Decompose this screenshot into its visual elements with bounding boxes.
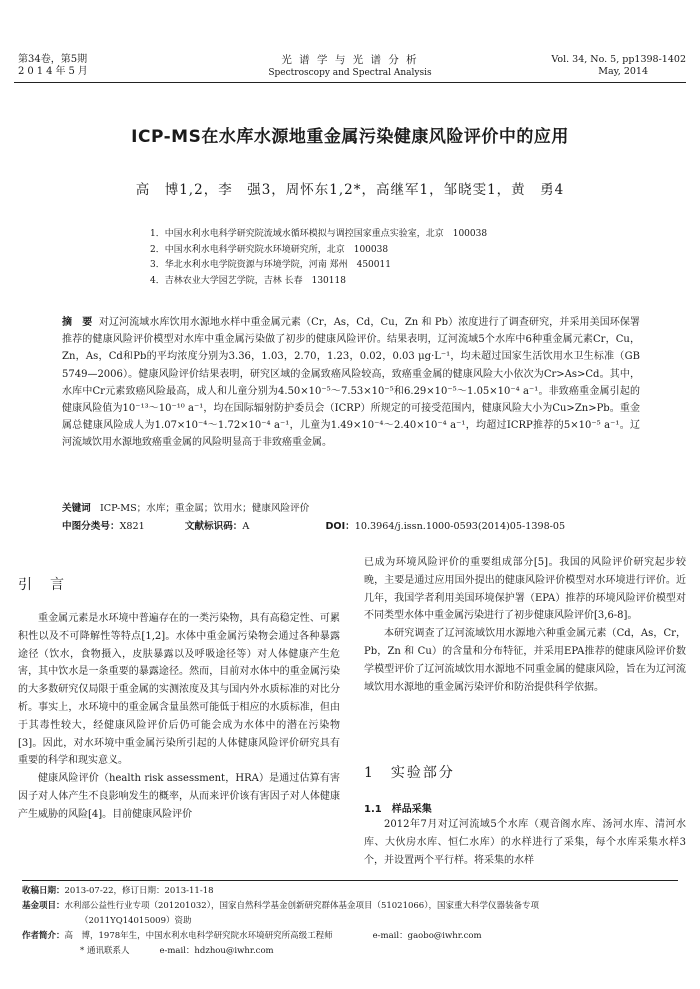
- header-rule: [14, 82, 686, 83]
- intro-paragraph-4: 本研究调查了辽河流域饮用水源地六种重金属元素（Cd，As，Cr，Pb，Zn 和 Cu）的含量和分布特征，并采用EPA推荐的健康风险评价数学模型评价了辽河流域饮用水源地不同重金属的健康风险，旨在为辽河流域饮用水源地的重金属污染评价和防治提供科学依据。: [364, 628, 686, 693]
- abstract-label: 摘 要: [62, 317, 93, 328]
- author-bio: 高 博，1978年生，中国水利水电科学研究院水环境研究所高级工程师: [64, 931, 333, 941]
- received-label: 收稿日期：: [22, 886, 65, 896]
- affiliation-3: 3．华北水利水电学院资源与环境学院，河南 郑州 450011: [150, 260, 391, 270]
- abstract: [62, 314, 640, 452]
- section-heading-intro: 引 言: [18, 577, 66, 593]
- intro-paragraph-1: 重金属元素是水环境中普遍存在的一类污染物，具有高稳定性、可累积性以及不可降解性等特点[1,2]。水体中重金属污染物会通过各种暴露途径（饮水，食物摄入，皮肤暴露以及呼吸途径等）对人体健康产生危害，其中饮水是一条重要的暴露途径。然而，目前对水体中的重金属污染的大多数研究仅局限于重金属的实测浓度及其与国内外水质标准的对比分析。事实上，水环境中的重金属含量虽然可能低于相应的水质标准，但由于其毒性较大，经健康风险评价后仍可能会成为水体中的潜在污染物[3]。因此，对水环境中重金属污染所引起的人体健康风险评价研究具有重要的科学和现实意义。: [18, 613, 340, 767]
- author-list: 高 博1,2，李 强3，周怀东1,2*，高继军1，邹晓雯1，黄 勇4: [135, 182, 565, 198]
- paper-title: ICP-MS在水库水源地重金属污染健康风险评价中的应用: [131, 127, 569, 147]
- fund-label: 基金项目：: [22, 901, 65, 911]
- intro-paragraph-2: 健康风险评价（health risk assessment，HRA）是通过估算有害因子对人体产生不良影响发生的概率，从而来评价该有害因子对人体健康产生威胁的风险[4]。目前健康风险评价: [18, 773, 340, 820]
- right-column-bottom: [364, 816, 686, 869]
- right-column-top: [364, 554, 686, 696]
- sampling-paragraph: 2012年7月对辽河流域5个水库（观音阁水库、汤河水库、清河水库、大伙房水库、恒仁水库）的水样进行了采集，每个水库采集水样3个，并设置两个平行样。将采集的水样: [364, 819, 686, 866]
- affiliation-4: 4．吉林农业大学园艺学院，吉林 长春 130118: [150, 275, 346, 286]
- affiliation-list: [150, 227, 487, 289]
- footnote-rule: [22, 880, 678, 881]
- header-journal-en: Spectroscopy and Spectral Analysis: [268, 68, 432, 78]
- classification-line: [62, 518, 640, 532]
- keywords-text: ICP-MS；水库；重金属；饮用水；健康风险评价: [99, 503, 310, 514]
- header-volume-cn: 第34卷，第5期: [18, 54, 88, 65]
- doc-code-value: A: [242, 521, 250, 532]
- footnotes: [22, 884, 682, 959]
- clc-label: 中图分类号：: [62, 521, 120, 532]
- doi-value: 10.3964/j.issn.1000-0593(2014)05-1398-05: [354, 521, 566, 532]
- left-column: [18, 610, 340, 824]
- author-email: e-mail：gaobo@iwhr.com: [372, 931, 482, 941]
- header-volume-en: Vol. 34, No. 5, pp1398-1402: [551, 54, 686, 65]
- corresponding-email: e-mail：hdzhou@iwhr.com: [159, 946, 274, 956]
- abstract-text: 对辽河流域水库饮用水源地水样中重金属元素（Cr，As，Cd，Cu，Zn 和 Pb）浓度进行了调查研究，并采用美国环保署推荐的健康风险评价模型对水库中重金属污染做了初步的健康风险评价。结果表明，辽河流域5个水库中6种重金属元素Cr，Cu，Zn，As，Cd和Pb的平均浓度分别为3.36，1.03，2.70，1.23，0.02，0.03 μg·L⁻¹，均未超过国家生活饮用水卫生标准（GB 5749—2006）。健康风险评价结果表明，研究区域的金属致癌风险较高，致癌重金属的健康风险大小依次为Cr>As>Cd。其中，水库中Cr元素致癌风险最高，成人和儿童分别为4.50×10⁻⁵～7.53×10⁻⁵和6.29×10⁻⁵～1.05×10⁻⁴ a⁻¹。非致癌重金属引起的健康风险值为10⁻¹³～10⁻¹⁰ a⁻¹，均在国际辐射防护委员会（ICRP）所规定的可接受范围内，健康风险大小为Cu>Zn>Pb。重金属总健康风险成人为1.07×10⁻⁴～1.72×10⁻⁴ a⁻¹，儿童为1.49×10⁻⁴～2.40×10⁻⁴ a⁻¹，均超过ICRP推荐的5×10⁻⁵ a⁻¹。辽河流域饮用水源地致癌重金属的风险明显高于非致癌重金属。: [62, 317, 641, 449]
- affiliation-2: 2．中国水利水电科学研究院水环境研究所，北京 100038: [150, 244, 389, 255]
- received-dates: 2013-07-22，修订日期：2013-11-18: [64, 886, 214, 896]
- header-date-en: May, 2014: [598, 66, 648, 77]
- header-date-cn: 2014年5月: [18, 66, 91, 77]
- doc-code-label: 文献标识码：: [184, 521, 243, 532]
- section-heading-experiment: 1 实验部分: [364, 765, 455, 781]
- fund-text: 水利部公益性行业专项（201201032），国家自然科学基金创新研究群体基金项目（51021066），国家重大科学仪器装备专项: [64, 901, 539, 911]
- author-bio-label: 作者简介：: [22, 931, 65, 941]
- doi-label: DOI：: [325, 521, 355, 532]
- footnote-author: [22, 929, 682, 944]
- footnote-fund: [22, 899, 682, 914]
- header-journal-cn: 光 谱 学 与 光 谱 分 析: [281, 54, 419, 66]
- keywords: [62, 500, 640, 514]
- intro-paragraph-3: 已成为环境风险评价的重要组成部分[5]。我国的风险评价研究起步较晚，主要是通过应用国外提出的健康风险评价模型对水环境进行评价。近几年，我国学者利用美国环境保护署（EPA）推荐的环境风险评价模型对不同类型水体中重金属污染进行了初步健康风险评价[3,6-8]。: [364, 557, 686, 622]
- clc-value: X821: [119, 521, 145, 532]
- keywords-label: 关键词: [62, 503, 91, 514]
- corresponding-author-label: * 通讯联系人: [80, 946, 130, 956]
- affiliation-1: 1．中国水利水电科学研究院流域水循环模拟与调控国家重点实验室，北京 100038: [150, 229, 488, 239]
- footnote-received: [22, 884, 682, 899]
- footnote-corresp: [22, 944, 682, 959]
- fund-text-continued: （2011YQ14015009）资助: [80, 916, 192, 926]
- subsection-heading-sampling: 1.1 样品采集: [364, 804, 432, 815]
